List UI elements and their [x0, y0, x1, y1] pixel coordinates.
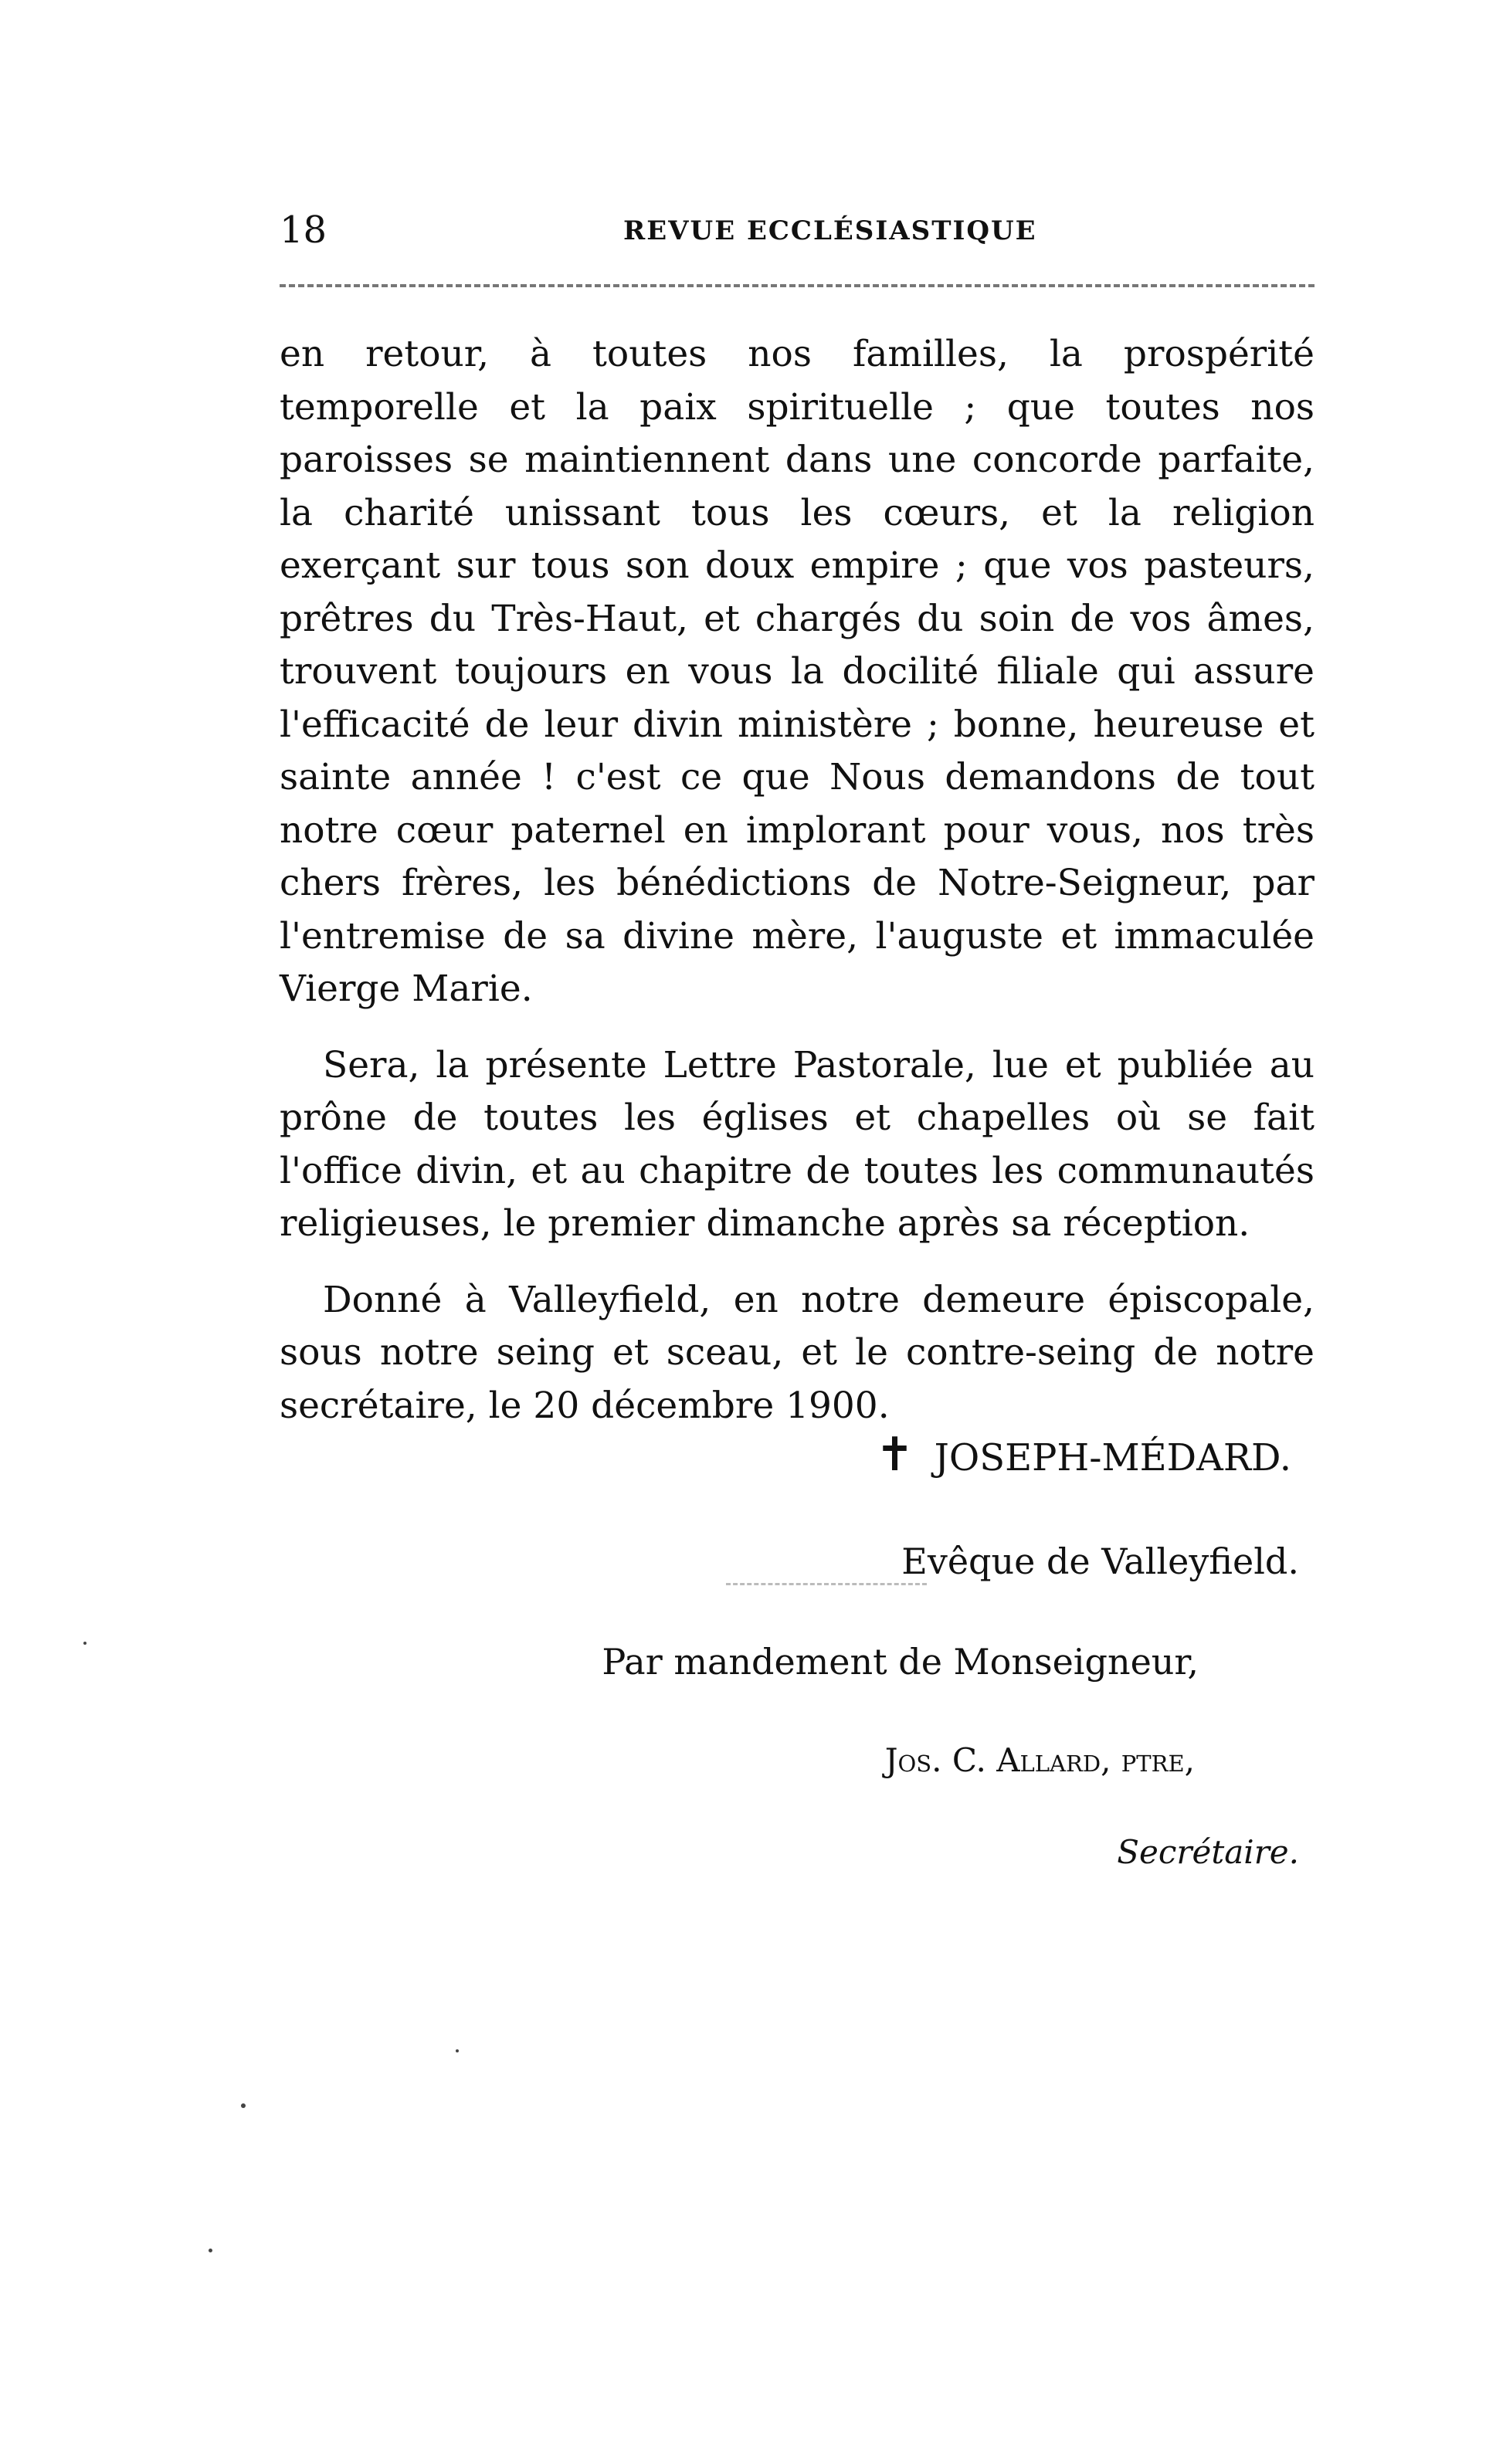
paragraph-3: Donné à Valleyfield, en notre demeure épiscopale, sous notre seing et sceau, et le contre-seing de notre secrétaire, le 20 décembre 1900.	[280, 1278, 1315, 1427]
cross-icon: ✝	[875, 1428, 914, 1482]
running-head: REVUE ECCLÉSIASTIQUE	[623, 215, 1037, 246]
page-number: 18	[280, 208, 327, 252]
page-header	[280, 207, 1315, 253]
scan-speck	[241, 2103, 246, 2108]
mandate-line: Par mandement de Monseigneur,	[602, 1641, 1199, 1683]
signatory-name: JOSEPH-MÉDARD.	[934, 1436, 1291, 1479]
secretary-name: Jos. C. Allard, ptre,	[884, 1741, 1195, 1779]
scan-speck	[456, 2049, 459, 2052]
bottom-divider	[726, 1583, 927, 1585]
paragraph-2: Sera, la présente Lettre Pastorale, lue et publiée au prône de toutes les églises et chapelles où se fait l'office divin, et au chapitre de toutes les communautés religieuses, le premier dimanche après sa réception.	[280, 1043, 1315, 1245]
signatory-title: Evêque de Valleyfield.	[901, 1540, 1299, 1582]
body-text	[280, 328, 1315, 1456]
scan-speck	[209, 2249, 212, 2252]
secretary-title: Secrétaire.	[1117, 1833, 1299, 1871]
signatory-name-line	[875, 1429, 1291, 1484]
scan-speck	[83, 1642, 87, 1645]
header-rule	[280, 284, 1315, 287]
paragraph-1: en retour, à toutes nos familles, la prospérité temporelle et la paix spirituelle ; que toutes nos paroisses se maintiennent dans une concorde parfaite, la charité unissant tous les cœurs, et la religion exerçant sur tous son doux empire ; que vos pasteurs, prêtres du Très-Haut, et chargés du soin de vos âmes, trouvent toujours en vous la docilité filiale qui assure l'efficacité de leur divin ministère ; bonne, heureuse et sainte année ! c'est ce que Nous demandons de tout notre cœur paternel en implorant pour vous, nos très chers frères, les bénédictions de Notre-Seigneur, par l'entremise de sa divine mère, l'auguste et immaculée Vierge Marie.	[280, 333, 1315, 1010]
